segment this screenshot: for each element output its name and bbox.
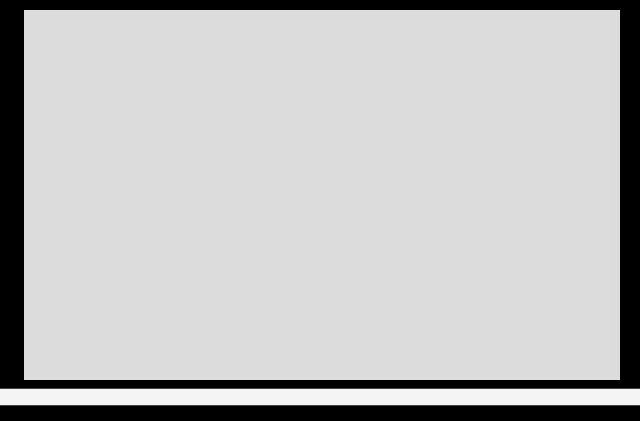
ruled-grid (24, 10, 620, 380)
census-page (24, 10, 620, 380)
record-office-footer (0, 388, 640, 406)
